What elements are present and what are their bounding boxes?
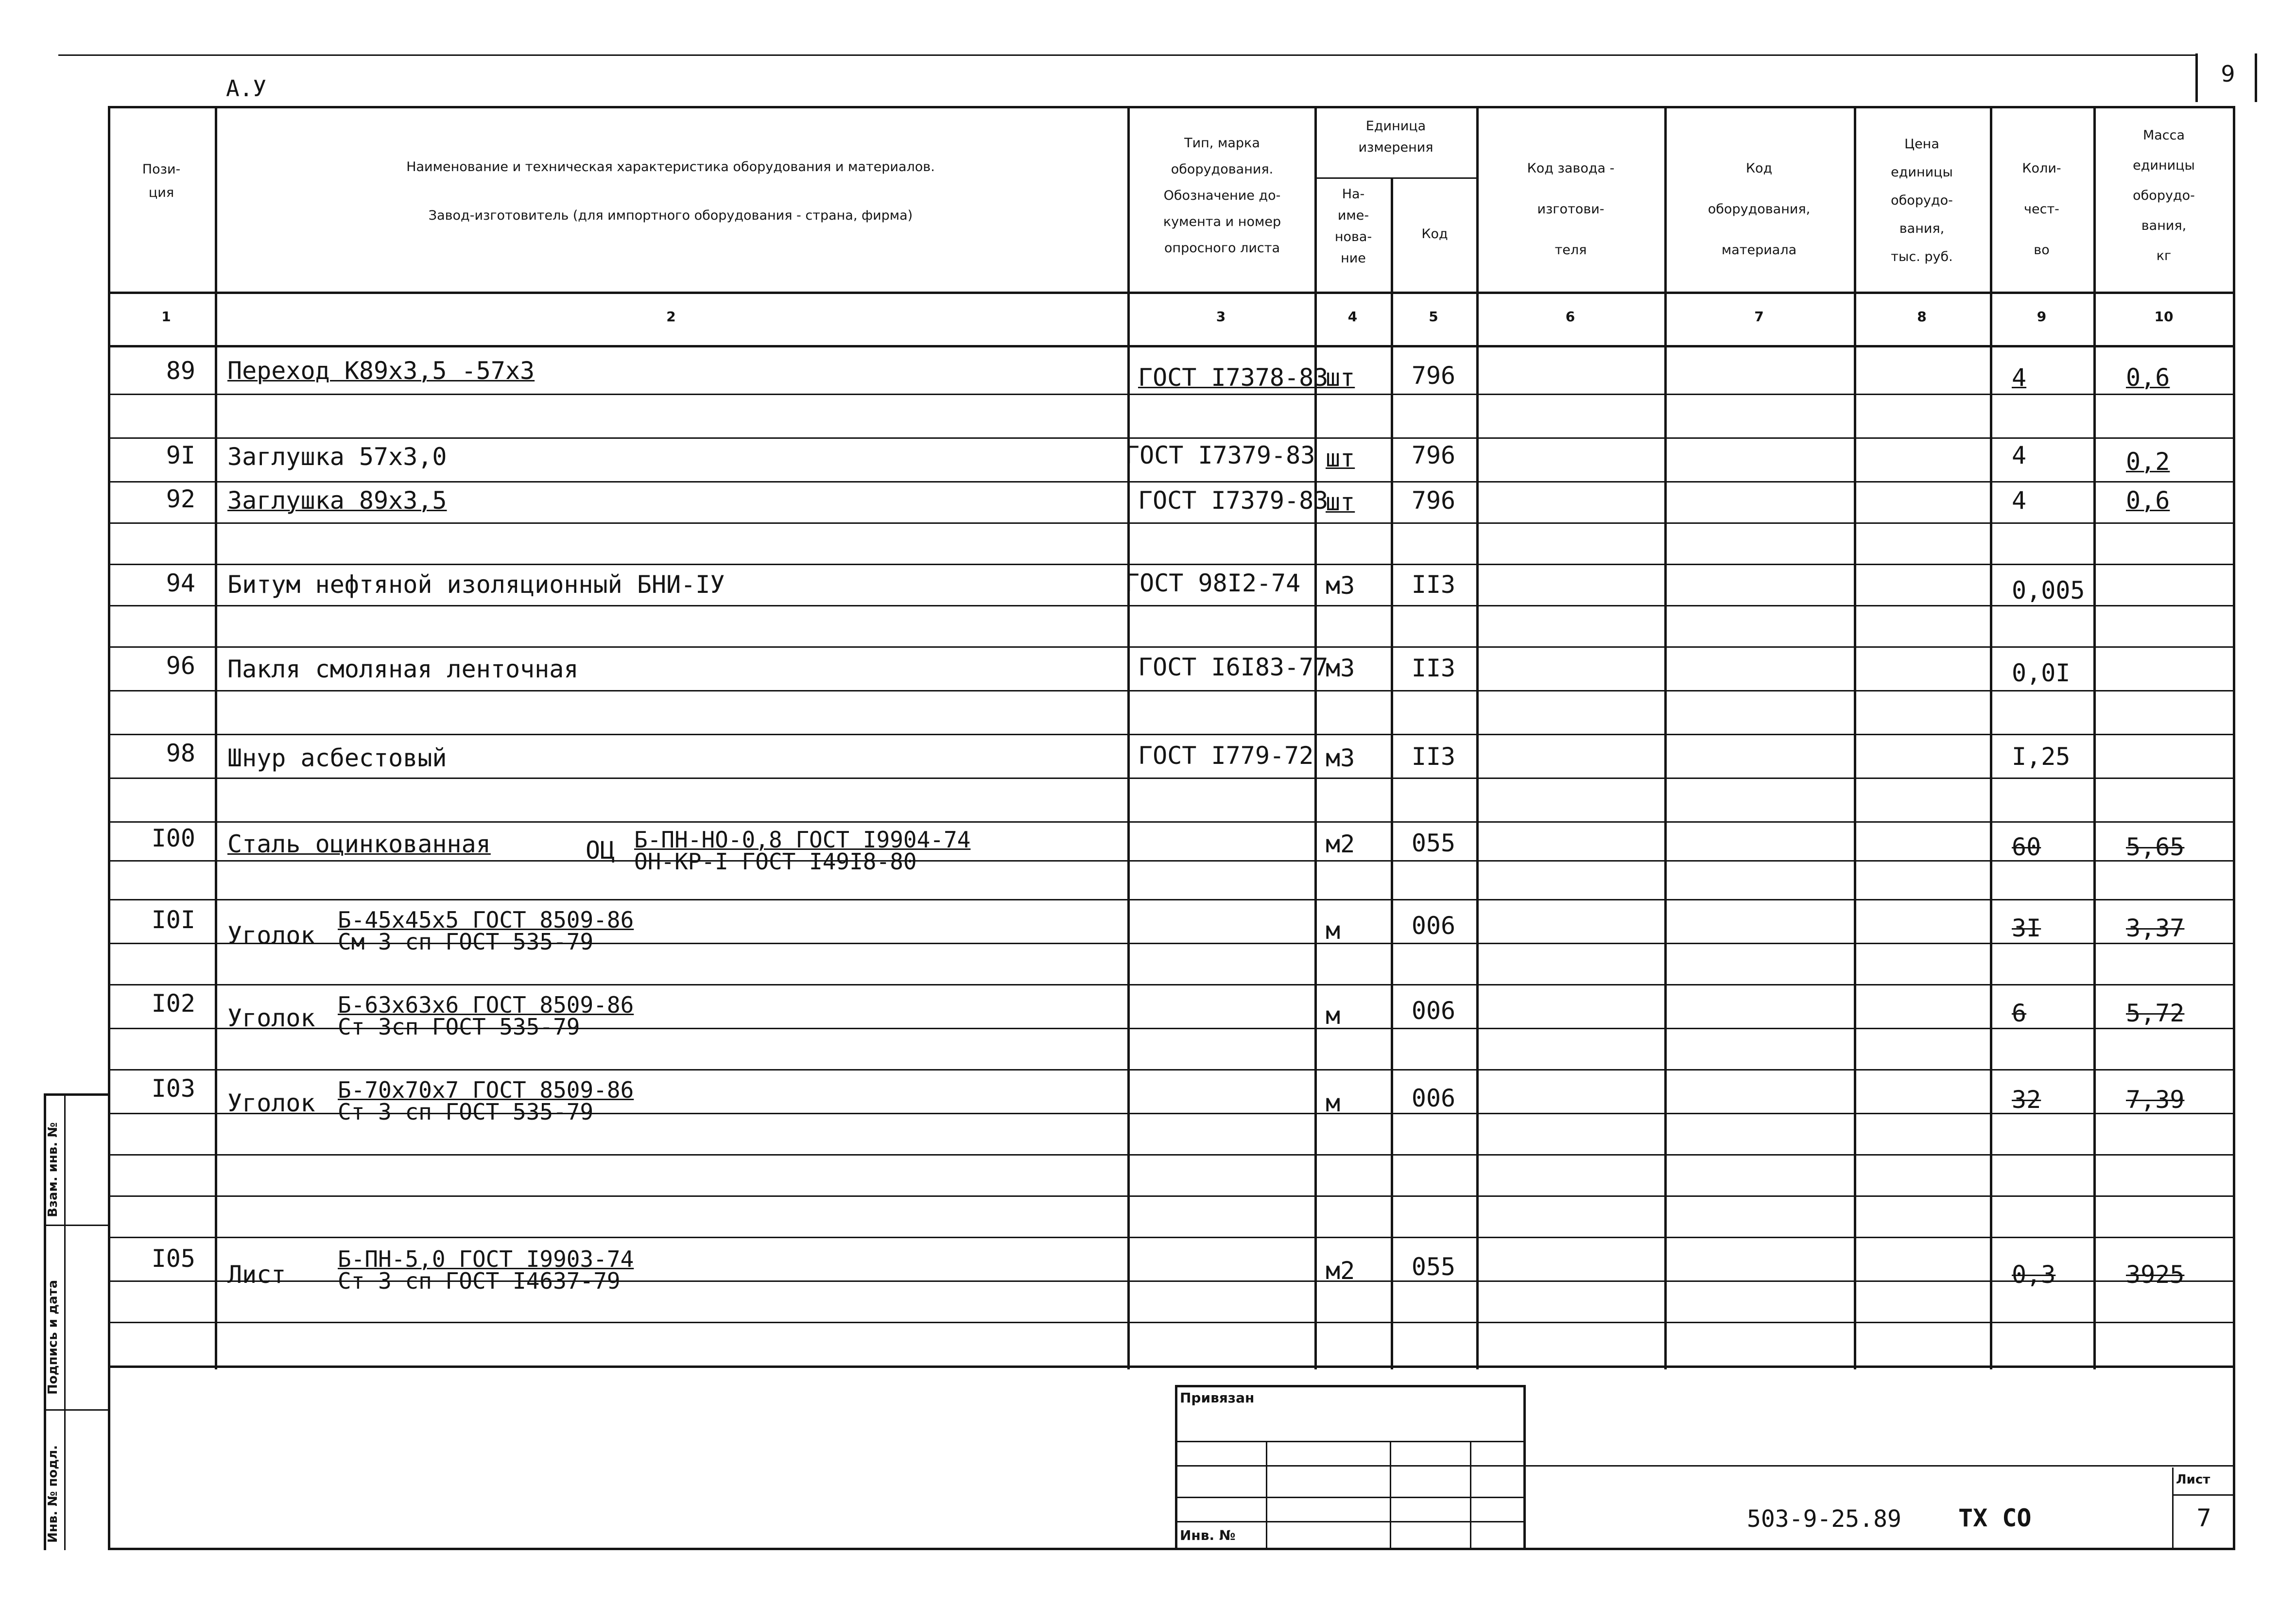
row-line [108, 481, 2235, 483]
colnum-8: 8 [1917, 309, 1927, 325]
row-position: I00 [151, 824, 195, 852]
row-qty: 6 [2012, 999, 2027, 1027]
privyazan-label: Привязан [1180, 1390, 1255, 1406]
row-spec-2: Ст 3сп ГОСТ 535-79 [338, 1014, 580, 1040]
row-code: 006 [1411, 1084, 1456, 1112]
row-code: 006 [1411, 912, 1456, 940]
row-code: II3 [1411, 570, 1456, 599]
row-name: Пакля смоляная ленточная [227, 655, 579, 683]
row-line [108, 778, 2235, 779]
list-number: 7 [2196, 1504, 2211, 1532]
colnum-5: 5 [1429, 309, 1438, 325]
header-quantity: Коли- чест- во [2022, 161, 2061, 258]
header-unit-code: Код [1421, 226, 1448, 242]
header-price: Цена единицы оборудо- вания, тыс. руб. [1891, 137, 1953, 264]
row-position: I02 [151, 989, 195, 1018]
row-qty: I,25 [2012, 743, 2071, 771]
row-line [108, 899, 2235, 900]
page-number-box-left [2195, 53, 2198, 102]
row-code: 055 [1411, 1253, 1456, 1281]
stamp-vline [1470, 1441, 1471, 1548]
row-unit: м2 [1326, 1257, 1355, 1285]
row-doc: ГОСТ I7379-83 [1125, 441, 1315, 469]
row-line [108, 860, 2235, 862]
stamp-line [1175, 1521, 1526, 1522]
row-doc: ГОСТ 98I2-74 [1125, 569, 1301, 597]
colnum-6: 6 [1565, 309, 1575, 325]
row-code: 796 [1411, 486, 1456, 515]
row-name: Лист [227, 1261, 286, 1289]
row-unit: м [1326, 1002, 1341, 1030]
row-line [108, 734, 2235, 735]
row-code: II3 [1411, 743, 1456, 771]
stamp-vline [1390, 1441, 1391, 1548]
stamp-vline [1523, 1385, 1526, 1550]
row-spec-2: Ст 3 сп ГОСТ I4637-79 [338, 1268, 621, 1294]
colnum-bottom-line [108, 345, 2235, 347]
row-unit: м3 [1326, 571, 1355, 600]
table-bottom-line [108, 1365, 2235, 1368]
col-line-8 [1990, 106, 1992, 1369]
frame-bottom [108, 1548, 2235, 1550]
row-line [108, 1069, 2235, 1071]
row-qty: 3I [2012, 914, 2041, 942]
row-mass: 5,72 [2126, 999, 2185, 1027]
row-name: Уголок [227, 921, 315, 950]
row-position: 9I [166, 441, 195, 469]
row-code: 055 [1411, 829, 1456, 857]
header-unit-name: На- име- нова- ние [1334, 187, 1372, 266]
row-unit: м [1326, 916, 1341, 945]
row-mass: 7,39 [2126, 1086, 2185, 1114]
list-box-left [2172, 1468, 2174, 1548]
frame-top [108, 106, 2235, 108]
row-line [108, 1154, 2235, 1156]
row-position: 94 [166, 569, 195, 597]
row-mass: 3925 [2126, 1261, 2185, 1289]
row-unit: м [1326, 1089, 1341, 1117]
row-unit: шт [1326, 363, 1355, 392]
row-line [108, 1237, 2235, 1238]
header-mass: Масса единицы оборудо- вания, кг [2133, 128, 2195, 263]
colnum-4: 4 [1347, 309, 1358, 325]
unit-group-line [1314, 177, 1477, 179]
row-line [108, 564, 2235, 565]
row-position: 96 [166, 652, 195, 680]
row-position: 89 [166, 357, 195, 385]
row-spec-1: Б-70х70х7 ГОСТ 8509-86 [338, 1077, 634, 1103]
header-unit-group: Единица измерения [1358, 119, 1433, 155]
header-type: Тип, марка оборудования. Обозначение до- кумента и номер опросного листа [1163, 136, 1281, 256]
header-bottom-line [108, 292, 2235, 294]
list-box-line [2172, 1494, 2235, 1496]
stamp-line [1175, 1497, 1526, 1498]
row-spec-1: Б-ПН-НО-0,8 ГОСТ I9904-74 [634, 827, 971, 853]
row-doc: ГОСТ I7379-83 [1138, 486, 1329, 515]
col-line-7 [1854, 106, 1856, 1369]
col-line-3 [1314, 106, 1317, 1369]
header-name-line2: Завод-изготовитель (для импортного оборудования - страна, фирма) [428, 208, 913, 223]
row-qty: 4 [2012, 441, 2027, 469]
row-mass: 5,65 [2126, 833, 2185, 861]
row-name: Уголок [227, 1004, 315, 1032]
row-unit: шт [1326, 444, 1355, 472]
row-name: Уголок [227, 1089, 315, 1117]
page-number-box-right [2255, 53, 2257, 102]
stamp-vline [1175, 1385, 1177, 1550]
stamp-line [1175, 1441, 1526, 1442]
col-line-6 [1664, 106, 1667, 1369]
row-name: Переход К89х3,5 -57х3 [227, 357, 535, 385]
row-line [108, 1322, 2235, 1323]
col-line-5 [1476, 106, 1479, 1369]
row-name: Сталь оцинкованная [227, 830, 491, 858]
stamp-line [1175, 1465, 1526, 1467]
row-name: Битум нефтяной изоляционный БНИ-IУ [227, 570, 725, 599]
row-line [108, 646, 2235, 648]
row-code: 006 [1411, 997, 1456, 1025]
side-label-vzam: Взам. инв. № [46, 1122, 60, 1217]
row-position: I0I [151, 906, 195, 934]
row-position: 98 [166, 739, 195, 767]
colnum-1: 1 [161, 309, 171, 325]
colnum-7: 7 [1754, 309, 1764, 325]
row-spec-1: Б-63х63х6 ГОСТ 8509-86 [338, 992, 634, 1018]
row-name: Шнур асбестовый [227, 744, 447, 772]
row-line [108, 690, 2235, 691]
row-spec-2: Ст 3 сп ГОСТ 535-79 [338, 1099, 594, 1125]
title-block-line [1523, 1465, 2235, 1467]
row-qty: 4 [2012, 486, 2027, 515]
row-qty: 0,0I [2012, 659, 2071, 687]
row-position: I03 [151, 1074, 195, 1103]
colnum-10: 10 [2154, 309, 2174, 325]
row-code: II3 [1411, 654, 1456, 682]
page-number: 9 [2221, 61, 2235, 87]
row-doc: ГОСТ I6I83-77 [1138, 653, 1329, 681]
side-stamp-sep1 [44, 1225, 109, 1226]
row-line [108, 821, 2235, 823]
row-line [108, 984, 2235, 985]
row-doc: ГОСТ I7378-83 [1138, 363, 1329, 392]
row-name: Заглушка 57х3,0 [227, 443, 447, 471]
row-line [108, 394, 2235, 395]
col-line-1 [215, 106, 217, 1369]
top-rule [58, 54, 2196, 56]
row-line [108, 605, 2235, 606]
row-code: 796 [1411, 441, 1456, 469]
row-code: 796 [1411, 362, 1456, 390]
row-doc: ГОСТ I779-72 [1138, 742, 1314, 770]
row-line [108, 1195, 2235, 1197]
row-spec-prefix: ОЦ [586, 836, 615, 864]
header-factory-code: Код завода - изготови- теля [1527, 161, 1615, 258]
format-label: А.У [226, 75, 267, 102]
header-name-line1: Наименование и техническая характеристика оборудования и материалов. [406, 159, 935, 174]
row-unit: м3 [1326, 654, 1355, 682]
row-line [108, 522, 2235, 524]
row-spec-1: Б-ПН-5,0 ГОСТ I9903-74 [338, 1246, 634, 1272]
stamp-vline [1266, 1441, 1267, 1548]
side-stamp-inner [64, 1093, 66, 1550]
stamp-line [1175, 1385, 1526, 1387]
row-name: Заглушка 89х3,5 [227, 486, 447, 515]
row-unit: м3 [1326, 744, 1355, 772]
row-mass: 0,6 [2126, 486, 2170, 515]
row-position: 92 [166, 485, 195, 513]
inv-no-label: Инв. № [1180, 1527, 1236, 1543]
col-line-9 [2093, 106, 2096, 1369]
row-qty: 60 [2012, 833, 2041, 861]
row-position: I05 [151, 1244, 195, 1273]
header-position: Пози- ция [142, 162, 181, 200]
row-unit: м2 [1326, 830, 1355, 858]
row-qty: 32 [2012, 1086, 2041, 1114]
col-line-4 [1391, 177, 1393, 1369]
colnum-9: 9 [2037, 309, 2047, 325]
row-mass: 3,37 [2126, 914, 2185, 942]
row-qty: 0,3 [2012, 1261, 2056, 1289]
row-qty: 0,005 [2012, 576, 2085, 605]
document-code: 503-9-25.89 [1747, 1505, 1901, 1533]
side-stamp-sep2 [44, 1409, 109, 1411]
row-spec-2: ОН-КР-I ГОСТ I49I8-80 [634, 848, 917, 875]
side-label-podpis: Подпись и дата [46, 1279, 60, 1395]
row-spec-2: См 3 сп ГОСТ 535-79 [338, 929, 594, 955]
document-mark: ТХ СО [1958, 1504, 2032, 1532]
side-stamp-top [44, 1093, 109, 1096]
row-qty: 4 [2012, 363, 2027, 392]
header-equipment-code: Код оборудования, материала [1708, 161, 1811, 258]
row-spec-1: Б-45х45х5 ГОСТ 8509-86 [338, 907, 634, 933]
colnum-3: 3 [1216, 309, 1226, 325]
colnum-2: 2 [666, 309, 676, 325]
col-line-2 [1127, 106, 1130, 1369]
list-label: Лист [2176, 1472, 2210, 1487]
row-unit: шт [1326, 488, 1355, 516]
side-label-inv: Инв. № подл. [46, 1445, 60, 1543]
row-mass: 0,2 [2126, 448, 2170, 476]
row-mass: 0,6 [2126, 363, 2170, 392]
row-line [108, 437, 2235, 439]
frame-left [108, 106, 110, 1550]
